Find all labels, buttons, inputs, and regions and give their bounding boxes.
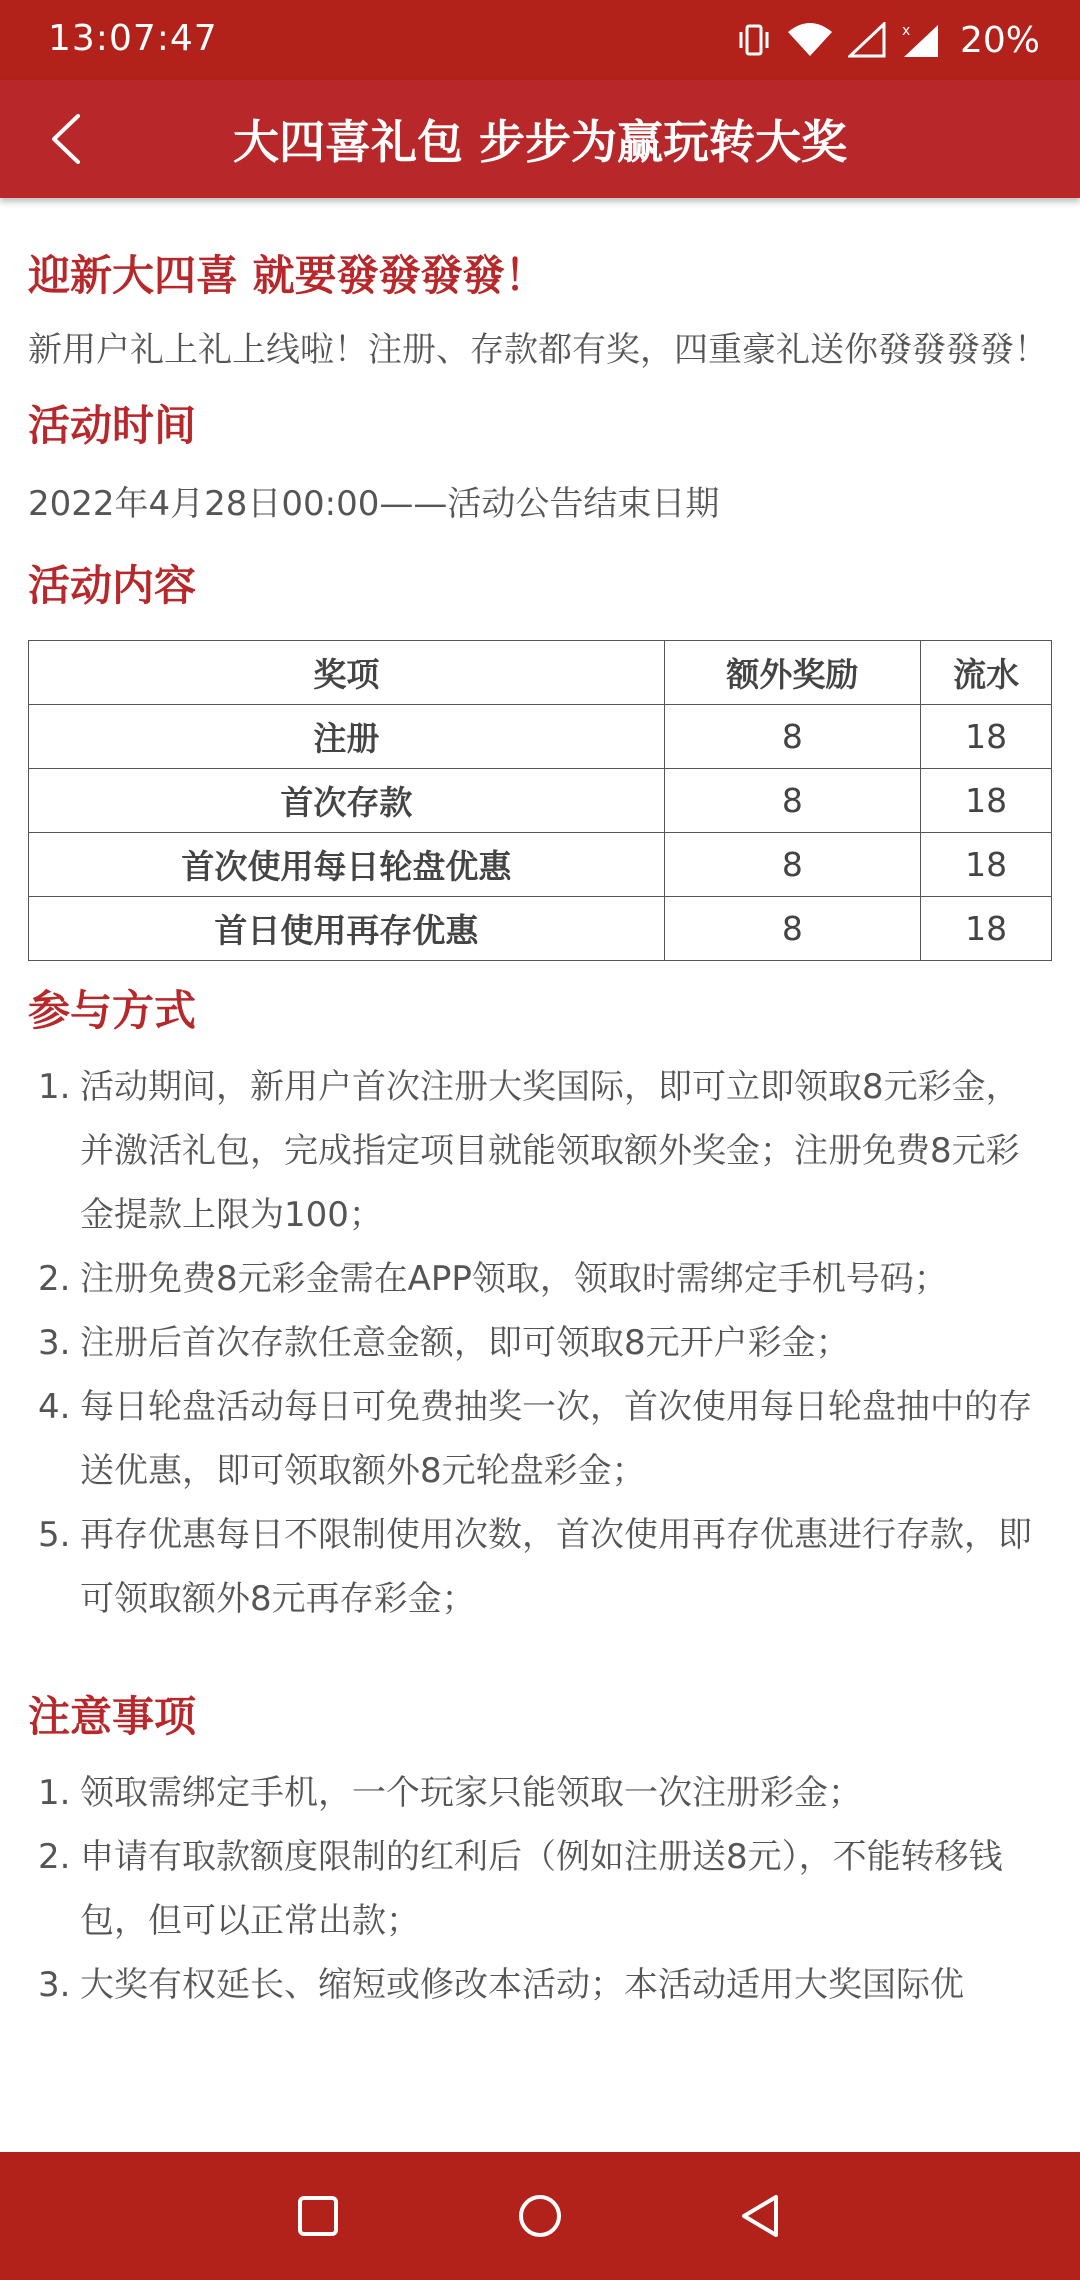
- recents-button[interactable]: [288, 2186, 348, 2246]
- table-row: [29, 705, 1052, 769]
- table-cell-bonus: 8: [664, 705, 921, 769]
- table-cell-bonus: 8: [664, 897, 921, 961]
- status-time: 13:07:47: [48, 18, 218, 59]
- table-header-turnover: 流水: [921, 641, 1052, 705]
- svg-text:x: x: [901, 23, 911, 39]
- content-heading: 活动内容: [28, 561, 197, 610]
- notes-list: [28, 1761, 1052, 2017]
- page-title: 大四喜礼包 步步为赢玩转大奖: [232, 115, 847, 169]
- table-cell-item: 注册: [29, 705, 665, 769]
- list-text: 再存优惠每日不限制使用次数，首次使用再存优惠进行存款，即可领取额外8元再存彩金；: [80, 1515, 1032, 1619]
- list-index: 3.: [38, 1323, 71, 1363]
- table-cell-item: 首次存款: [29, 769, 665, 833]
- list-index: 5.: [38, 1515, 71, 1555]
- status-bar: [0, 0, 1080, 80]
- list-item: [28, 1375, 1052, 1503]
- table-row: [29, 833, 1052, 897]
- prize-table: [28, 640, 1052, 961]
- system-nav-bar: [0, 2152, 1080, 2280]
- wifi-icon: [786, 22, 834, 58]
- home-circle-icon: [510, 2186, 570, 2246]
- table-header-row: [29, 641, 1052, 705]
- signal-noservice-icon: [900, 21, 940, 59]
- table-cell-item: 首次使用每日轮盘优惠: [29, 833, 665, 897]
- chevron-left-icon: [34, 104, 104, 174]
- list-index: 1.: [38, 1773, 71, 1813]
- vibrate-icon: [736, 22, 772, 58]
- list-item: [28, 1761, 1052, 1825]
- list-index: 3.: [38, 1965, 71, 2005]
- table-row: [29, 769, 1052, 833]
- list-item: [28, 1503, 1052, 1631]
- recents-square-icon: [288, 2186, 348, 2246]
- table-cell-bonus: 8: [664, 833, 921, 897]
- time-text: 2022年4月28日00:00——活动公告结束日期: [28, 484, 720, 524]
- notes-heading: 注意事项: [28, 1692, 197, 1741]
- list-item: [28, 1247, 1052, 1311]
- participation-heading: 参与方式: [28, 986, 197, 1035]
- list-text: 每日轮盘活动每日可免费抽奖一次，首次使用每日轮盘抽中的存送优惠，即可领取额外8元轮盘彩金；: [80, 1387, 1032, 1491]
- table-cell-turnover: 18: [921, 769, 1052, 833]
- table-row: [29, 897, 1052, 961]
- list-text: 注册后首次存款任意金额，即可领取8元开户彩金；: [80, 1323, 850, 1363]
- table-header-item: 奖项: [29, 641, 665, 705]
- list-item: [28, 1825, 1052, 1953]
- app-header: [0, 80, 1080, 198]
- intro-text: 新用户礼上礼上线啦！注册、存款都有奖，四重豪礼送你發發發發！: [28, 330, 1048, 370]
- list-index: 1.: [38, 1067, 71, 1107]
- list-index: 2.: [38, 1259, 71, 1299]
- battery-level: 20%: [959, 19, 1040, 61]
- article-content[interactable]: [28, 220, 1052, 2150]
- list-text: 注册免费8元彩金需在APP领取，领取时需绑定手机号码；: [80, 1259, 948, 1299]
- intro-heading: 迎新大四喜 就要發發發發！: [28, 251, 547, 300]
- list-text: 大奖有权延长、缩短或修改本活动；本活动适用大奖国际优: [80, 1965, 964, 2005]
- list-item: [28, 1953, 1052, 2017]
- back-button[interactable]: [34, 104, 104, 174]
- status-icons: [736, 14, 1040, 66]
- list-item: [28, 1311, 1052, 1375]
- signal-icon: [848, 22, 886, 58]
- list-index: 2.: [38, 1837, 71, 1877]
- home-button[interactable]: [510, 2186, 570, 2246]
- time-heading: 活动时间: [28, 401, 197, 450]
- table-header-bonus: 额外奖励: [664, 641, 921, 705]
- list-text: 领取需绑定手机，一个玩家只能领取一次注册彩金；: [80, 1773, 862, 1813]
- participation-list: [28, 1055, 1052, 1631]
- nav-back-button[interactable]: [732, 2186, 792, 2246]
- table-cell-turnover: 18: [921, 897, 1052, 961]
- list-text: 活动期间，新用户首次注册大奖国际，即可立即领取8元彩金，并激活礼包，完成指定项目就能领取额外奖金；注册免费8元彩金提款上限为100；: [80, 1067, 1020, 1235]
- table-cell-turnover: 18: [921, 705, 1052, 769]
- list-index: 4.: [38, 1387, 71, 1427]
- table-cell-bonus: 8: [664, 769, 921, 833]
- table-cell-turnover: 18: [921, 833, 1052, 897]
- list-text: 申请有取款额度限制的红利后（例如注册送8元），不能转移钱包，但可以正常出款；: [80, 1837, 1003, 1941]
- back-triangle-icon: [732, 2186, 792, 2246]
- table-cell-item: 首日使用再存优惠: [29, 897, 665, 961]
- list-item: [28, 1055, 1052, 1247]
